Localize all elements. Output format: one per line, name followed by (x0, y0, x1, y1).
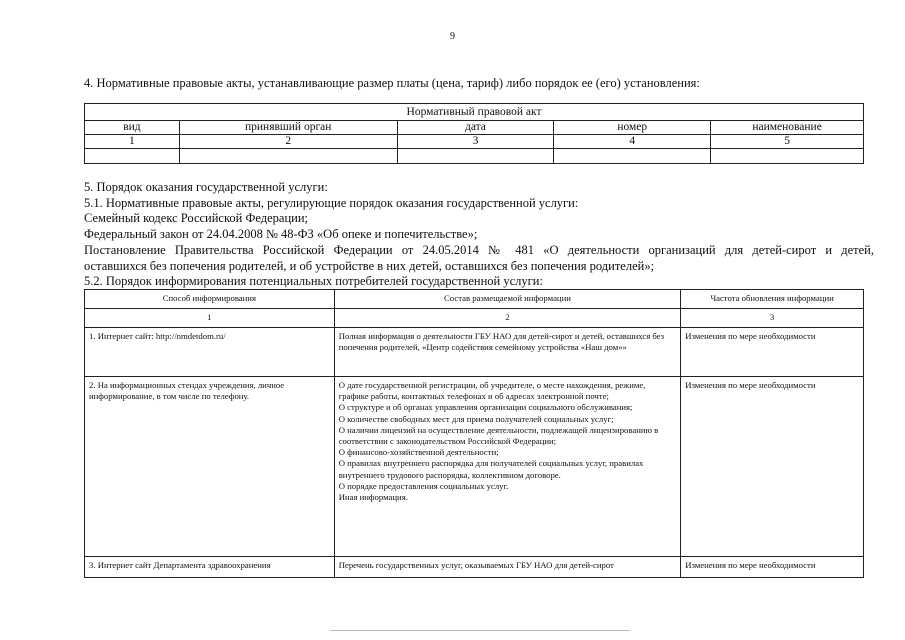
column-number: 1 (85, 135, 180, 149)
table-group-header: Нормативный правовой акт (85, 104, 864, 121)
empty-cell (711, 149, 864, 164)
column-number: 3 (397, 135, 554, 149)
legal-act-item: Постановление Правительства Российской Федерации от 24.05.2014 № 481 «О деятельности организаций для детей-сирот и детей, (84, 242, 874, 257)
section5-heading: 5. Порядок оказания государственной услуги: (84, 180, 328, 194)
info-item: О структуре и об органах управления организации социального обслуживания; (338, 402, 633, 413)
page-number: 9 (450, 31, 455, 42)
section5-2-heading: 5.2. Порядок информирования потенциальных потребителей государственной услуги: (84, 274, 543, 289)
column-header-method: Способ информирования (85, 290, 335, 309)
legal-act-item: Федеральный закон от 24.04.2008 № 48-ФЗ «Об опеке и попечительстве»; (84, 227, 478, 242)
legal-act-item: Семейный кодекс Российской Федерации; (84, 211, 308, 226)
frequency-cell: Изменения по мере необходимости (681, 328, 864, 377)
info-item: О наличии лицензий на осуществление деятельности, подлежащей лицензированию в соответствии с законодательством Российской Федерации; (338, 424, 659, 447)
column-header-authority: принявший орган (179, 121, 397, 135)
method-cell: 1. Интернет сайт: http://nmdetdom.ru/ (85, 328, 335, 377)
empty-cell (554, 149, 711, 164)
table-row (85, 557, 864, 578)
legal-acts-table (84, 103, 864, 164)
section5-1-heading: 5.1. Нормативные правовые акты, регулирующие порядок оказания государственной услуги: (84, 195, 579, 210)
info-item: О количестве свободных мест для приема получателей социальных услуг; (338, 413, 614, 424)
method-cell: 2. На информационных стендах учреждения, личное информирование, в том числе по телефону. (85, 377, 335, 557)
content-cell: Перечень государственных услуг, оказываемых ГБУ НАО для детей-сирот (334, 557, 681, 578)
column-number: 4 (554, 135, 711, 149)
empty-cell (397, 149, 554, 164)
column-number: 2 (334, 309, 681, 328)
column-header-content: Состав размещаемой информации (334, 290, 681, 309)
section4-heading: 4. Нормативные правовые акты, устанавливающие размер платы (цена, тариф) либо порядок ее (его) установления: (84, 76, 700, 90)
info-item: О финансово-хозяйственной деятельности; (338, 447, 499, 458)
column-number: 1 (85, 309, 335, 328)
content-cell: Полная информация о деятельности ГБУ НАО для детей-сирот и детей, оставшихся без попечения родителей, «Центр содействия семейному устройства «Наш дом»» (334, 328, 681, 377)
column-number: 2 (179, 135, 397, 149)
table-row (85, 328, 864, 377)
legal-act-item: оставшихся без попечения родителей, и об устройстве в них детей, оставшихся без попечения родителей»; (84, 258, 655, 273)
informing-table (84, 289, 864, 578)
column-header-number: номер (554, 121, 711, 135)
section5-text (84, 180, 874, 290)
empty-cell (85, 149, 180, 164)
frequency-cell: Изменения по мере необходимости (681, 557, 864, 578)
empty-cell (179, 149, 397, 164)
column-number: 3 (681, 309, 864, 328)
method-cell: 3. Интернет сайт Департамента здравоохранения (85, 557, 335, 578)
frequency-cell: Изменения по мере необходимости (681, 377, 864, 557)
content-cell (334, 377, 681, 557)
info-item: О порядке предоставления социальных услуг. (338, 480, 509, 491)
info-item: О правилах внутреннего распорядка для получателей социальных услуг, правилах внутреннего трудового распорядка, коллективном договоре. (338, 458, 644, 480)
column-number: 5 (711, 135, 864, 149)
info-item: О дате государственной регистрации, об учредителе, о месте нахождения, режиме, графике работы, контактных телефонах и об адресах электронной почте; (338, 380, 646, 402)
column-header-frequency: Частота обновления информации (681, 290, 864, 309)
column-header-date: дата (397, 121, 554, 135)
table-row (85, 377, 864, 557)
column-header-type: вид (85, 121, 180, 135)
page-cutoff-line (330, 630, 630, 631)
info-item: Иная информация. (338, 492, 408, 503)
column-header-title: наименование (711, 121, 864, 135)
